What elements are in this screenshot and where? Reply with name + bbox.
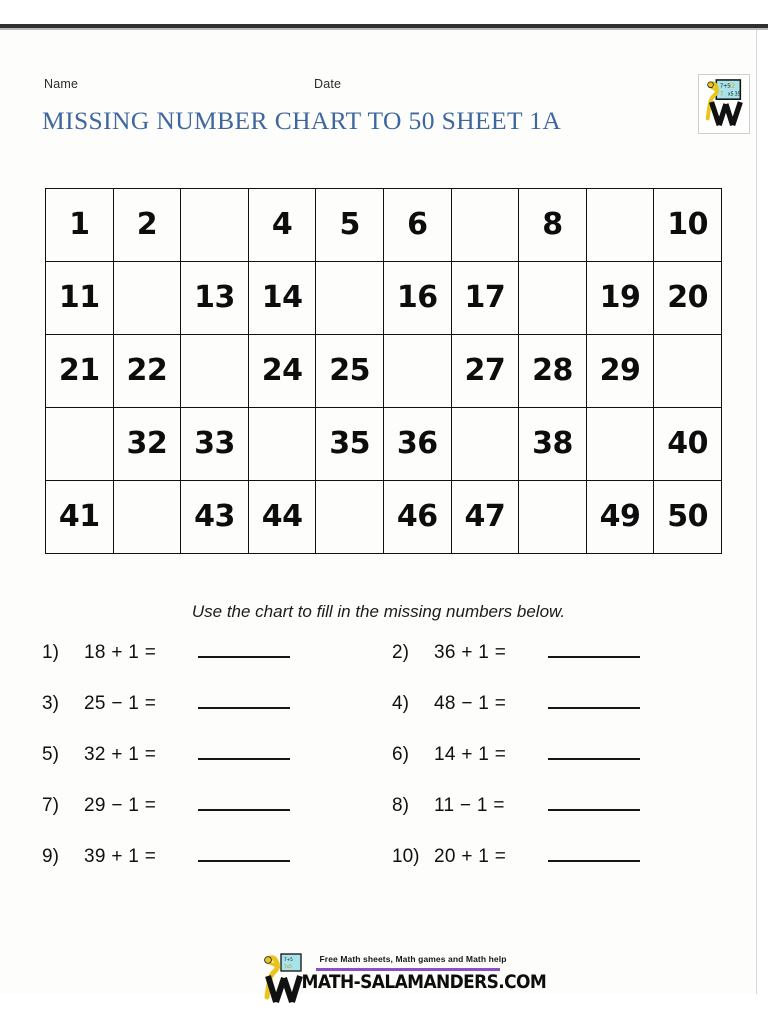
question-item <box>392 795 732 817</box>
chart-cell-value: 40 <box>667 426 709 461</box>
svg-text:35: 35 <box>734 92 741 98</box>
chart-cell-value: 19 <box>599 280 641 315</box>
chart-cell-blank[interactable] <box>316 481 384 554</box>
chart-cell-value: 5 <box>339 207 360 242</box>
question-number: 9) <box>42 846 59 867</box>
chart-cell[interactable] <box>383 408 451 481</box>
question-item <box>392 744 732 766</box>
chart-cell[interactable] <box>113 408 181 481</box>
question-item <box>392 693 732 715</box>
chart-cell[interactable] <box>248 189 316 262</box>
question-expression: 11 − 1 = <box>434 795 505 816</box>
chart-cell-value: 36 <box>396 426 438 461</box>
chart-cell-value: 25 <box>329 353 371 388</box>
chart-cell-blank[interactable] <box>451 189 519 262</box>
chart-cell-blank[interactable] <box>519 262 587 335</box>
question-number: 2) <box>392 642 409 663</box>
chart-cell[interactable] <box>248 262 316 335</box>
answer-blank[interactable] <box>198 744 290 760</box>
chart-cell-value: 21 <box>58 353 100 388</box>
question-item <box>42 642 392 664</box>
chart-cell-value: 2 <box>136 207 158 242</box>
chart-cell[interactable] <box>46 262 114 335</box>
chart-cell-value: 1 <box>69 207 90 242</box>
chart-cell[interactable] <box>181 481 249 554</box>
chart-cell[interactable] <box>654 481 722 554</box>
chart-cell-value: 24 <box>261 353 303 388</box>
question-expression: 20 + 1 = <box>434 846 507 867</box>
chart-cell-value: 27 <box>464 353 506 388</box>
question-number: 4) <box>392 693 409 714</box>
chart-cell-value: 29 <box>599 353 641 388</box>
svg-text:x5: x5 <box>727 92 734 98</box>
footer <box>0 952 757 1008</box>
chart-cell-blank[interactable] <box>383 335 451 408</box>
chart-cell[interactable] <box>383 262 451 335</box>
question-item <box>392 846 732 868</box>
chart-cell-value: 17 <box>464 280 506 315</box>
question-list <box>42 642 732 897</box>
question-expression: 29 − 1 = <box>84 795 157 816</box>
table-row <box>46 189 722 262</box>
chart-cell[interactable] <box>248 481 316 554</box>
chart-cell[interactable] <box>586 481 654 554</box>
table-row <box>46 481 722 554</box>
question-number: 10) <box>392 846 420 867</box>
question-item <box>42 693 392 715</box>
chart-cell-value: 47 <box>464 499 506 534</box>
chart-cell[interactable] <box>316 335 384 408</box>
chart-cell[interactable] <box>113 189 181 262</box>
chart-cell-value: 8 <box>542 207 563 242</box>
answer-blank[interactable] <box>548 642 640 658</box>
question-number: 1) <box>42 642 59 663</box>
chart-cell[interactable] <box>586 335 654 408</box>
question-number: 8) <box>392 795 409 816</box>
chart-cell-value: 46 <box>396 499 438 534</box>
footer-brand[interactable] <box>254 952 547 1008</box>
chart-cell-value: 41 <box>58 499 100 534</box>
table-row <box>46 262 722 335</box>
question-expression: 36 + 1 = <box>434 642 507 663</box>
footer-tagline: Free Math sheets, Math games and Math help <box>319 954 507 964</box>
chart-cell[interactable] <box>451 481 519 554</box>
chart-cell[interactable] <box>519 335 587 408</box>
chart-cell-value: 38 <box>532 426 573 461</box>
chart-cell[interactable] <box>316 189 384 262</box>
answer-blank[interactable] <box>548 744 640 760</box>
svg-text:12: 12 <box>728 84 735 90</box>
missing-number-chart <box>45 188 722 554</box>
chart-cell-value: 33 <box>194 426 235 461</box>
name-field-label: Name <box>44 77 79 91</box>
svg-text:7: 7 <box>720 92 724 98</box>
answer-blank[interactable] <box>548 693 640 709</box>
answer-blank[interactable] <box>198 693 290 709</box>
chart-cell-value: 28 <box>532 353 573 388</box>
salamander-logo-icon <box>698 74 750 134</box>
chart-cell[interactable] <box>181 262 249 335</box>
question-item <box>42 846 392 868</box>
question-row <box>42 744 732 795</box>
chart-cell-value: 14 <box>261 280 303 315</box>
chart-cell-value: 4 <box>271 207 293 242</box>
chart-cell-blank[interactable] <box>248 408 316 481</box>
question-item <box>42 795 392 817</box>
chart-body <box>46 189 722 554</box>
chart-cell[interactable] <box>46 481 114 554</box>
chart-cell[interactable] <box>654 408 722 481</box>
chart-cell[interactable] <box>451 262 519 335</box>
answer-blank[interactable] <box>198 795 290 811</box>
chart-cell-value: 32 <box>126 426 168 461</box>
question-row <box>42 642 732 693</box>
question-expression: 18 + 1 = <box>84 642 157 663</box>
chart-cell[interactable] <box>519 408 587 481</box>
chart-cell-value: 16 <box>396 280 438 315</box>
answer-blank[interactable] <box>198 642 290 658</box>
question-item <box>42 744 392 766</box>
chart-cell[interactable] <box>316 408 384 481</box>
answer-blank[interactable] <box>548 846 640 862</box>
table-row <box>46 335 722 408</box>
worksheet-sheet <box>0 30 757 994</box>
chart-cell-value: 43 <box>194 499 235 534</box>
chart-cell-value: 13 <box>194 280 235 315</box>
chart-cell-value: 35 <box>329 426 371 461</box>
answer-blank[interactable] <box>198 846 290 862</box>
question-number: 7) <box>42 795 59 816</box>
chart-cell-value: 11 <box>58 280 100 315</box>
table-row <box>46 408 722 481</box>
question-item <box>392 642 732 664</box>
chart-cell-value: 49 <box>599 499 641 534</box>
chart-cell-value: 6 <box>407 207 428 242</box>
chart-cell[interactable] <box>46 189 114 262</box>
chart-cell-value: 10 <box>667 207 709 242</box>
chart-cell-blank[interactable] <box>46 408 114 481</box>
date-field-label: Date <box>314 77 342 91</box>
question-number: 3) <box>42 693 59 714</box>
chart-cell-value: 20 <box>667 280 709 315</box>
chart-cell-blank[interactable] <box>113 262 181 335</box>
chart-cell-blank[interactable] <box>586 408 654 481</box>
chart-cell[interactable] <box>654 189 722 262</box>
question-expression: 25 − 1 = <box>84 693 157 714</box>
chart-cell-value: 22 <box>126 353 168 388</box>
question-row <box>42 693 732 744</box>
chart-cell-blank[interactable] <box>316 262 384 335</box>
svg-text:7+5: 7+5 <box>720 84 731 90</box>
chart-cell-blank[interactable] <box>586 189 654 262</box>
chart-cell-blank[interactable] <box>113 481 181 554</box>
chart-cell-value: 44 <box>261 499 303 534</box>
question-expression: 14 + 1 = <box>434 744 507 765</box>
question-expression: 39 + 1 = <box>84 846 157 867</box>
question-number: 5) <box>42 744 59 765</box>
chart-cell[interactable] <box>654 262 722 335</box>
footer-site-url[interactable]: MATH-SALAMANDERS.COM <box>301 971 547 994</box>
chart-cell[interactable] <box>519 189 587 262</box>
chart-cell[interactable] <box>248 335 316 408</box>
instruction-text: Use the chart to fill in the missing numbers below. <box>191 602 566 621</box>
chart-cell-blank[interactable] <box>654 335 722 408</box>
page-title: MISSING NUMBER CHART TO 50 SHEET 1A <box>42 106 562 135</box>
chart-cell-blank[interactable] <box>181 335 249 408</box>
answer-blank[interactable] <box>548 795 640 811</box>
chart-cell[interactable] <box>181 408 249 481</box>
chart-cell[interactable] <box>586 262 654 335</box>
chart-cell[interactable] <box>113 335 181 408</box>
question-expression: 32 + 1 = <box>84 744 157 765</box>
chart-cell-blank[interactable] <box>519 481 587 554</box>
chart-cell-value: 50 <box>667 499 709 534</box>
chart-cell[interactable] <box>383 189 451 262</box>
chart-cell[interactable] <box>451 335 519 408</box>
chart-cell[interactable] <box>383 481 451 554</box>
question-number: 6) <box>392 744 409 765</box>
question-row <box>42 846 732 897</box>
svg-text:7+5: 7+5 <box>283 957 293 962</box>
chart-cell-blank[interactable] <box>451 408 519 481</box>
svg-text:7x5: 7x5 <box>283 964 292 969</box>
chart-cell[interactable] <box>46 335 114 408</box>
question-row <box>42 795 732 846</box>
question-expression: 48 − 1 = <box>434 693 507 714</box>
chart-cell-blank[interactable] <box>181 189 249 262</box>
